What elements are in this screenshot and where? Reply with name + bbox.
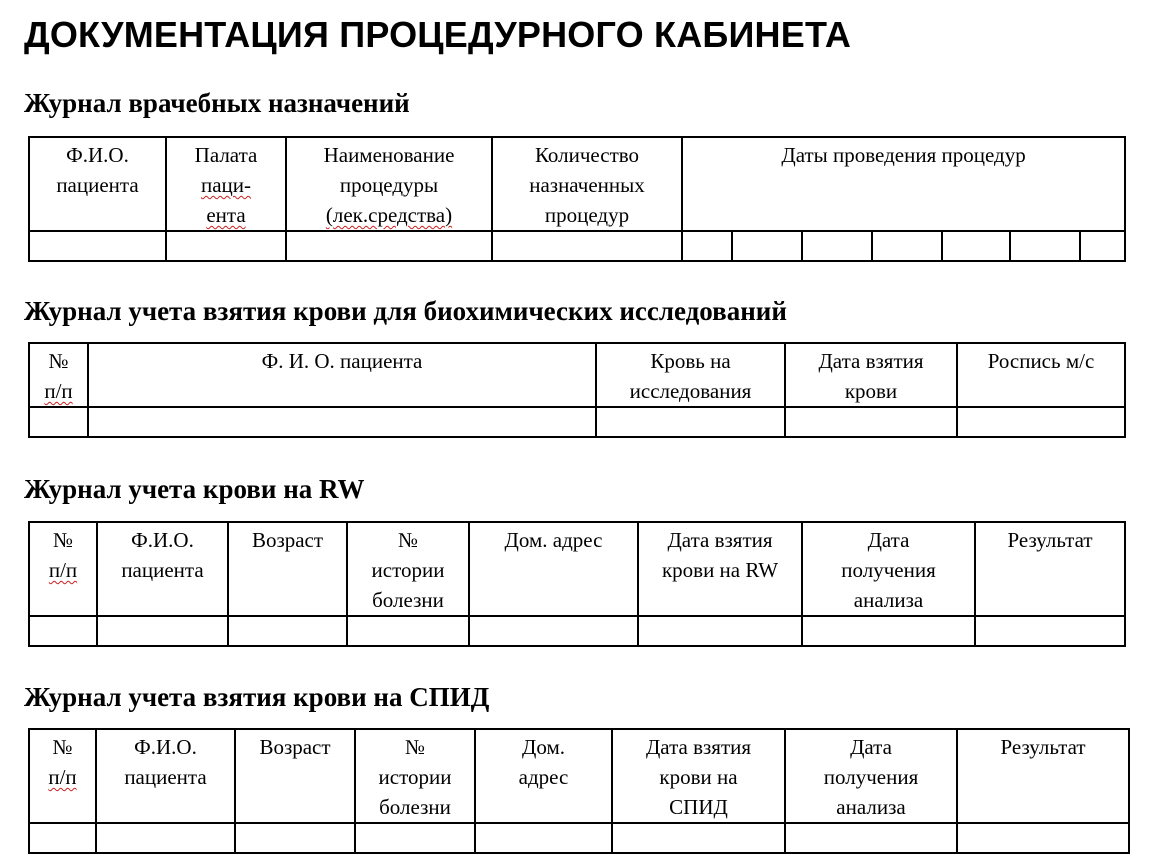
page-title: ДОКУМЕНТАЦИЯ ПРОЦЕДУРНОГО КАБИНЕТА [24,14,852,55]
table-cell[interactable] [596,407,785,437]
table-cell[interactable] [96,823,235,853]
table-cell[interactable] [638,616,802,646]
table-cell[interactable] [942,231,1010,261]
table-header-row [29,343,1125,407]
table-cell[interactable] [957,407,1125,437]
journal-title: Журнал учета взятия крови для биохимических исследований [24,296,787,326]
table-cell[interactable] [29,407,88,437]
table-cell[interactable] [29,823,96,853]
journal-title: Журнал врачебных назначений [24,88,410,118]
journal-table [28,342,1126,438]
column-header: Возраст [228,522,347,616]
table-header-row [29,137,1125,231]
column-header: № п/п [29,522,97,616]
column-header: № истории болезни [355,729,475,823]
table-cell[interactable] [347,616,469,646]
journal-table [28,521,1126,647]
table-header-row [29,522,1125,616]
table-cell[interactable] [88,407,596,437]
column-header: Дата взятия крови [785,343,957,407]
table-cell[interactable] [492,231,682,261]
table-cell[interactable] [286,231,492,261]
table-cell[interactable] [872,231,942,261]
column-header: Кровь на исследования [596,343,785,407]
table-cell[interactable] [235,823,355,853]
table-row [29,231,1125,261]
table-cell[interactable] [802,231,872,261]
column-header: Даты проведения процедур [682,137,1125,231]
column-header: Ф. И. О. пациента [88,343,596,407]
column-header: Наименование процедуры (лек.средства) [286,137,492,231]
column-header: Количество назначенных процедур [492,137,682,231]
table-cell[interactable] [682,231,732,261]
table-cell[interactable] [1080,231,1125,261]
table-cell[interactable] [475,823,612,853]
column-header: Результат [957,729,1129,823]
table-cell[interactable] [802,616,975,646]
table-cell[interactable] [975,616,1125,646]
table-cell[interactable] [29,231,166,261]
journal-table [28,728,1130,854]
table-row [29,823,1129,853]
column-header: Ф.И.О. пациента [97,522,228,616]
table-cell[interactable] [732,231,802,261]
column-header: Результат [975,522,1125,616]
journal-title: Журнал учета взятия крови на СПИД [24,682,490,712]
table-cell[interactable] [469,616,638,646]
column-header: Дом. адрес [469,522,638,616]
table-cell[interactable] [785,823,957,853]
column-header: Роспись м/с [957,343,1125,407]
table-cell[interactable] [29,616,97,646]
column-header: Ф.И.О. пациента [29,137,166,231]
table-row [29,616,1125,646]
table-cell[interactable] [228,616,347,646]
table-cell[interactable] [785,407,957,437]
column-header: Дата получения анализа [802,522,975,616]
table-cell[interactable] [97,616,228,646]
table-cell[interactable] [1010,231,1080,261]
journal-table [28,136,1126,262]
journal-title: Журнал учета крови на RW [24,474,365,504]
column-header: Дата взятия крови на RW [638,522,802,616]
column-header: Дом. адрес [475,729,612,823]
column-header: Ф.И.О. пациента [96,729,235,823]
table-cell[interactable] [612,823,785,853]
table-header-row [29,729,1129,823]
table-cell[interactable] [166,231,286,261]
column-header: Дата получения анализа [785,729,957,823]
column-header: № п/п [29,729,96,823]
column-header: Возраст [235,729,355,823]
column-header: Палата паци- ента [166,137,286,231]
table-cell[interactable] [957,823,1129,853]
column-header: № истории болезни [347,522,469,616]
column-header: Дата взятия крови на СПИД [612,729,785,823]
table-cell[interactable] [355,823,475,853]
table-row [29,407,1125,437]
column-header: № п/п [29,343,88,407]
